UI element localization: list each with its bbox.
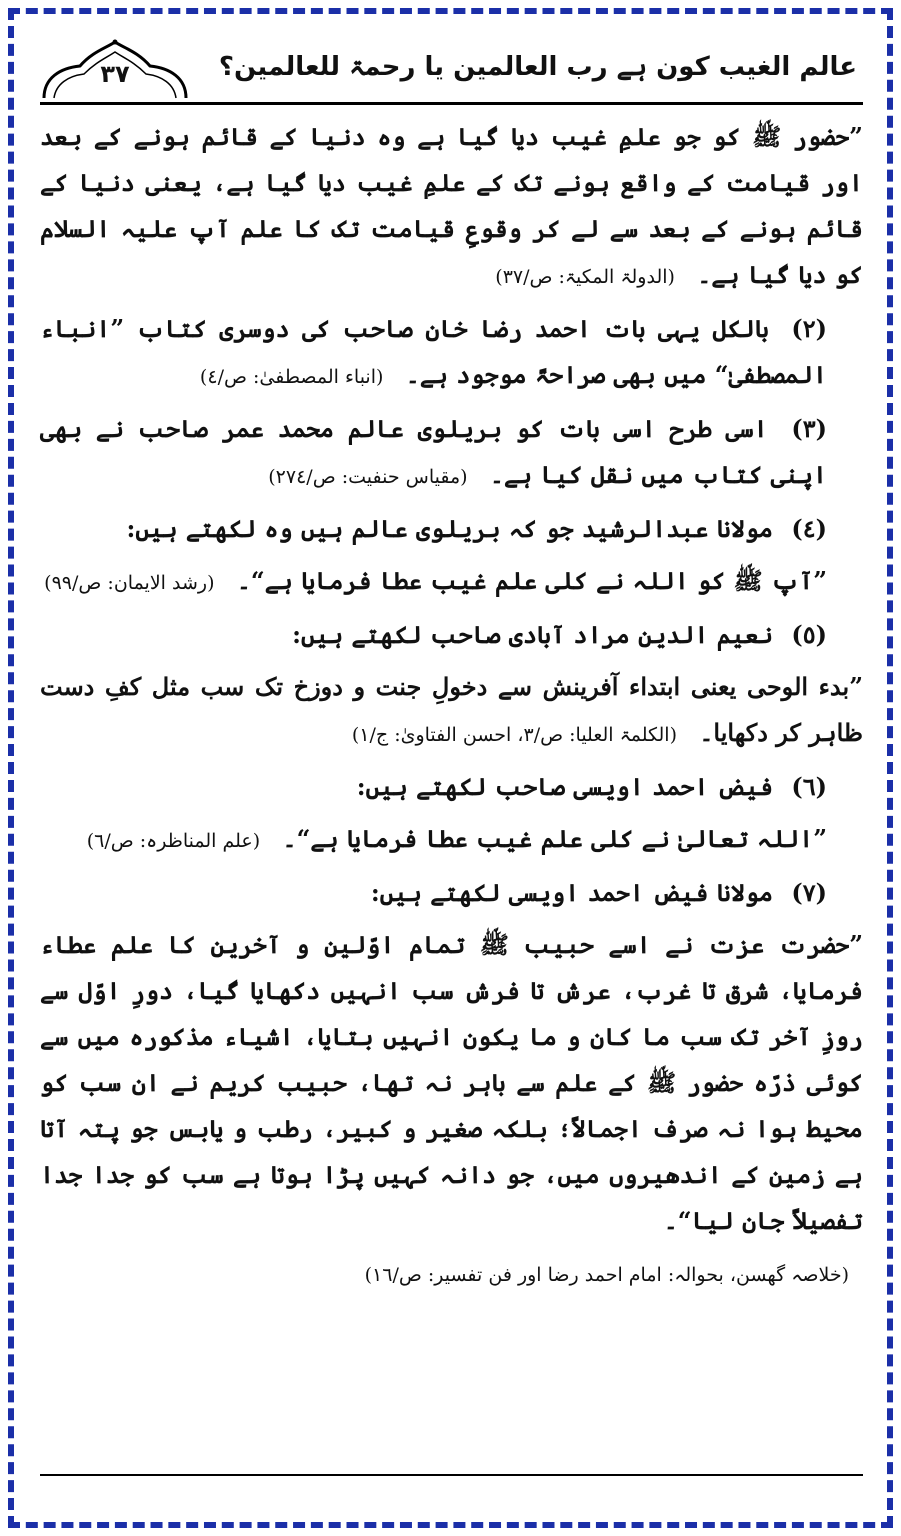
final-citation <box>40 1250 863 1298</box>
paragraph-text: اسی طرح اسی بات کو بریلوی عالم محمد عمر صاحب نے بھی اپنی کتاب میں نقل کیا ہے۔ <box>40 414 827 489</box>
page-header <box>40 34 863 104</box>
citation: (علم المناظرہ: ص/٦) <box>86 830 261 852</box>
paragraph-text: بالکل یہی بات احمد رضا خان صاحب کی دوسری کتاب ”انباء المصطفیٰ“ میں بھی صراحۃً موجود ہے۔ <box>40 314 827 389</box>
paragraph-text: ”بدء الوحی یعنی ابتداء آفرینش سے دخولِ جنت و دوزخ تک سب مثل کفِ دست ظاہر کر دکھایا۔ <box>40 672 863 747</box>
paragraph-text: ”اللہ تعالیٰ نے کلی علم غیب عطا فرمایا ہے“۔ <box>282 824 827 853</box>
citation: (انباء المصطفیٰ: ص/٤) <box>199 366 384 388</box>
item-number: (٦) <box>791 772 827 801</box>
item-number: (٧) <box>791 878 827 907</box>
citation: (الکلمۃ العلیا: ص/٣، احسن الفتاویٰ: ج/١) <box>351 724 677 746</box>
paragraph-text: مولانا عبدالرشید جو کہ بریلوی عالم ہیں وہ لکھتے ہیں: <box>126 514 774 543</box>
paragraph-text: ”حضرت عزت نے اسے حبیب ﷺ تمام اوّلین و آخرین کا علم عطاء فرمایا، شرق تا غرب، عرش تا فرش سب انہیں دکھایا گیا، دورِ اوّل سے روزِ آخر تک سب ما کان و ما یکون انہیں بتایا، اشیاء مذکورہ میں سے کوئی ذرّہ حضور ﷺ کے علم سے باہر نہ تھا، حبیب کریم نے ان سب کو محیط ہوا نہ صرف اجمالاً؛ بلکہ صغیر و کبیر، رطب و یابس جو پتہ آتا ہے زمین کے اندھیروں میں، جو دانہ کہیں پڑا ہوتا ہے سب کو جدا جدا تفصیلاً جان لیا“۔ <box>40 930 863 1235</box>
citation: (خلاصہ گھسن، بحوالہ: امام احمد رضا اور فن تفسیر: ص/١٦) <box>364 1264 849 1286</box>
paragraph-text: نعیم الدین مراد آبادی صاحب لکھتے ہیں: <box>292 620 774 649</box>
page-number: ٣٧ <box>100 60 130 88</box>
quote-paragraph-1 <box>40 114 863 300</box>
numbered-paragraph-6 <box>40 764 863 810</box>
item-number: (٥) <box>791 620 827 649</box>
paragraph-text: ”حضور ﷺ کو جو علمِ غیب دیا گیا ہے وہ دنیا کے قائم ہونے کے بعد اور قیامت کے واقع ہونے تک کے علمِ غیب دیا گیا ہے، یعنی دنیا کے قائم ہونے کے بعد سے لے کر وقوعِ قیامت تک کا علم آپ علیہ السلام کو دیا گیا ہے۔ <box>40 122 863 289</box>
paragraph-text: ”آپ ﷺ کو اللہ نے کلی علم غیب عطا فرمایا ہے“۔ <box>236 566 827 595</box>
paragraph-text: مولانا فیض احمد اویسی لکھتے ہیں: <box>370 878 774 907</box>
quote-paragraph-5 <box>40 664 863 758</box>
item-number: (٣) <box>791 414 827 443</box>
page-body <box>40 114 863 1304</box>
numbered-paragraph-4 <box>40 506 863 552</box>
quote-paragraph-6 <box>40 816 863 864</box>
citation: (الدولۃ المکیۃ: ص/٣٧) <box>495 266 675 288</box>
quote-paragraph-4 <box>40 558 863 606</box>
running-title: عالم الغیب کون ہے رب العالمین یا رحمۃ للعالمین؟ <box>218 52 857 82</box>
header-rule <box>40 102 863 105</box>
numbered-paragraph-3 <box>40 406 863 500</box>
footer-rule <box>40 1474 863 1476</box>
page-number-badge <box>40 38 190 100</box>
page <box>40 34 863 1484</box>
paragraph-text: فیض احمد اویسی صاحب لکھتے ہیں: <box>356 772 774 801</box>
item-number: (٢) <box>791 314 827 343</box>
numbered-paragraph-2 <box>40 306 863 400</box>
numbered-paragraph-7 <box>40 870 863 916</box>
numbered-paragraph-5 <box>40 612 863 658</box>
citation: (رشد الایمان: ص/٩٩) <box>44 572 215 594</box>
quote-paragraph-7 <box>40 922 863 1244</box>
item-number: (٤) <box>791 514 827 543</box>
citation: (مقیاس حنفیت: ص/٢٧٤) <box>268 466 468 488</box>
